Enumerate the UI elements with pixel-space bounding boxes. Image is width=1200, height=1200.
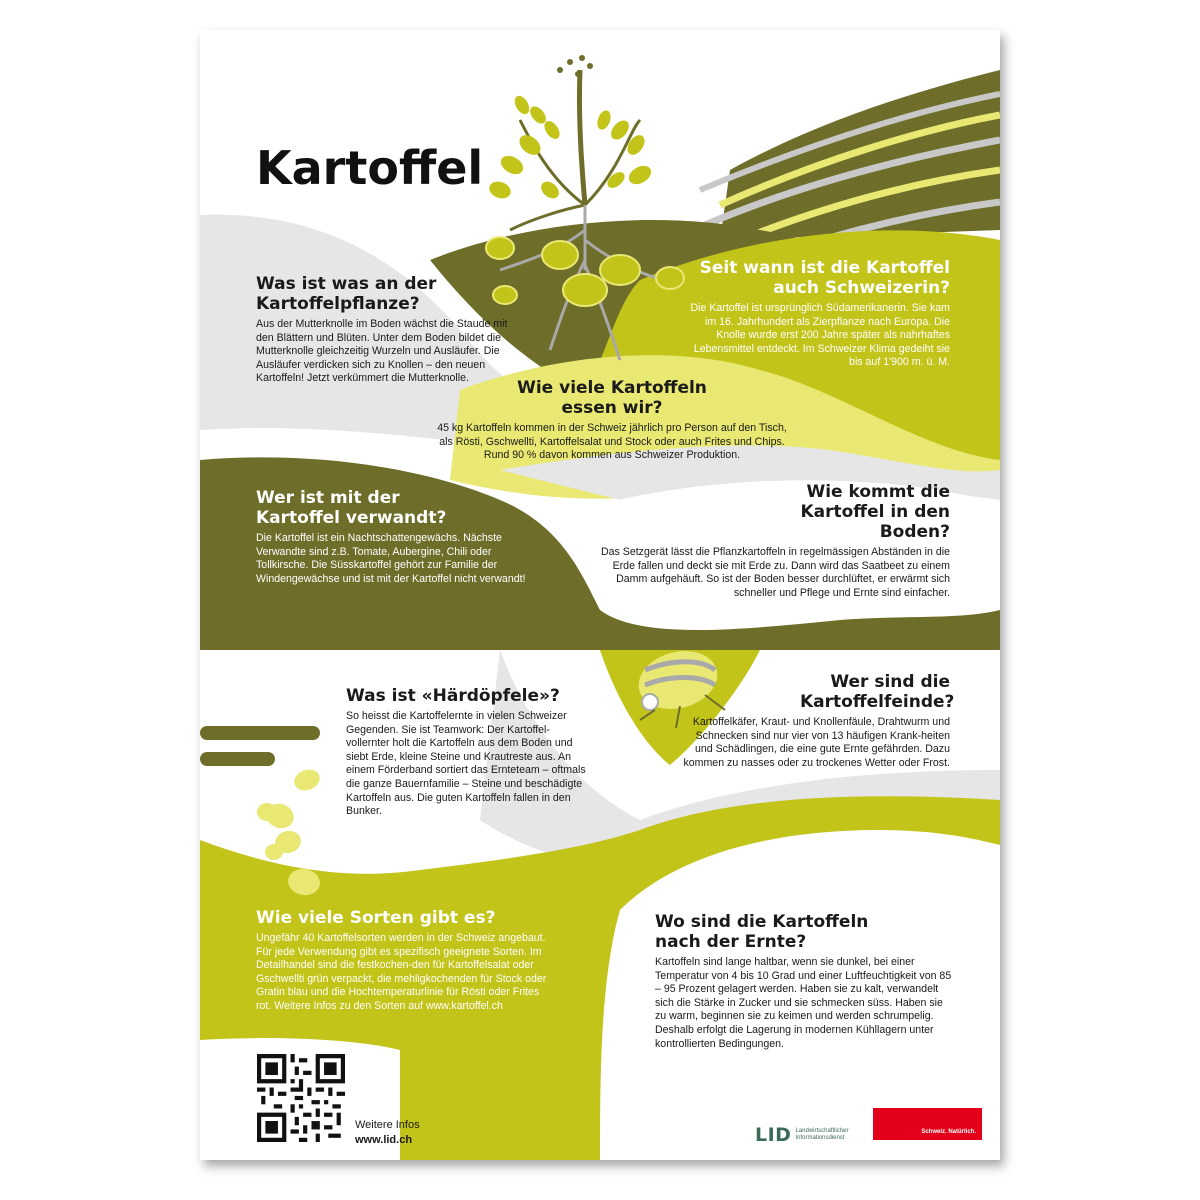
lid-logo-text: Landwirtschaftlicher Informationsdienst	[795, 1128, 849, 1141]
section-lagerung	[655, 912, 955, 1051]
section-feinde	[680, 672, 955, 770]
olive-bar-1	[200, 726, 320, 740]
section-schweizerin-heading: Seit wann ist die Kartoffel auch Schweizerin?	[699, 258, 950, 298]
section-feinde-heading: Wer sind die Kartoffelfeinde?	[800, 672, 955, 712]
section-essen	[432, 378, 792, 463]
section-haerdoepfele-body: So heisst die Kartoffelernte in vielen Schweizer Gegenden. Sie ist Teamwork: Der Kartoffel-vollernter holt die Kartoffeln aus dem Boden und siebt Erde, kleine Steine und Krautreste aus. An einem Förderband sortiert das Ernteteam – oftmals die ganze Bauernfamilie – Steine und beschädigte Kartoffeln aus. Die guten Kartoffeln fallen in den Bunker.	[346, 710, 586, 818]
section-boden	[595, 482, 950, 600]
lid-logo-mark: LID	[755, 1124, 792, 1146]
more-info-link[interactable]	[355, 1133, 420, 1148]
section-essen-body: 45 kg Kartoffeln kommen in der Schweiz jährlich pro Person auf den Tisch, als Rösti, Gschwellti, Kartoffelsalat und Stock oder auch Frites und Chips. Rund 90 % davon kommen aus Schweizer Produktion.	[437, 422, 787, 462]
schweiz-natuerlich-logo	[873, 1108, 982, 1140]
section-sorten-body: Ungefähr 40 Kartoffelsorten werden in der Schweiz angebaut. Für jede Verwendung gibt es spezifisch geeignete Sorten. Im Detailhandel sind die festkochen-den für Kartoffelsalat oder Gschwellti grün verpackt, die mehligkochenden für Stock oder Gratin blau und die Hochtemperaturlinie für Rösti oder Frites rot. Weitere Infos zu den Sorten auf www.kartoffel.ch	[256, 932, 547, 1012]
qr-code-icon[interactable]	[257, 1054, 345, 1142]
section-feinde-body: Kartoffelkäfer, Kraut- und Knollenfäule, Drahtwurm und Schnecken sind nur vier von 13 häufigen Krank-heiten und Schädlingen, die eine gute Ernte gefährden. Dazu kommen zu nasses oder zu trockenes Wetter oder Frost.	[683, 716, 950, 769]
section-lagerung-heading: Wo sind die Kartoffeln nach der Ernte?	[655, 912, 869, 952]
section-sorten	[256, 908, 556, 1014]
poster	[200, 30, 1000, 1160]
section-pflanze	[256, 274, 516, 386]
more-info-label: Weitere Infos	[355, 1119, 420, 1131]
more-info	[355, 1118, 420, 1148]
schweiz-natuerlich-label: Schweiz. Natürlich.	[921, 1129, 976, 1135]
section-sorten-heading: Wie viele Sorten gibt es?	[256, 908, 496, 928]
section-haerdoepfele	[346, 686, 591, 819]
more-info-url[interactable]: www.lid.ch	[355, 1134, 413, 1146]
section-boden-body: Das Setzgerät lässt die Pflanzkartoffeln in regelmässigen Abständen in die Erde fallen und deckt sie mit Erde zu. Dann wird das Saatbeet zu einem Damm aufgehäuft. So ist der Boden besser durchlüftet, er erwärmt sich schneller und Pflege und Ernte sind einfacher.	[600, 546, 950, 599]
section-haerdoepfele-heading: Was ist «Härdöpfele»?	[346, 686, 560, 706]
olive-bar-2	[200, 752, 275, 766]
lid-logo	[755, 1124, 875, 1146]
section-boden-heading: Wie kommt die Kartoffel in den Boden?	[800, 482, 950, 542]
section-essen-heading: Wie viele Kartoffeln essen wir?	[517, 378, 707, 418]
section-schweizerin-body: Die Kartoffel ist ursprünglich Südamerikanerin. Sie kam im 16. Jahrhundert als Zierpflanze nach Europa. Die Knolle wurde erst 200 Jahre später als nahrhaftes Lebensmittel entdeckt. Im Schweizer Klima gedeiht sie bis auf 1'900 m. ü. M.	[690, 302, 950, 369]
section-verwandt-heading: Wer ist mit der Kartoffel verwandt?	[256, 488, 447, 528]
section-pflanze-body: Aus der Mutterknolle im Boden wächst die Staude mit den Blättern und Blüten. Unter dem Boden bildet die Mutterknolle gleichzeitig Wurzeln und Ausläufer. Die Ausläufer verdicken sich zu Knollen – den neuen Kartoffeln! Jetzt verkümmert die Mutterknolle.	[256, 318, 508, 385]
section-verwandt-body: Die Kartoffel ist ein Nachtschattengewächs. Nächste Verwandte sind z.B. Tomate, Aubergine, Chili oder Tollkirsche. Die Süsskartoffel gehört zur Familie der Windengewächse und ist mit der Kartoffel nicht verwandt!	[256, 532, 526, 585]
section-lagerung-body: Kartoffeln sind lange haltbar, wenn sie dunkel, bei einer Temperatur von 4 bis 10 Grad und einer Luftfeuchtigkeit von 85 – 95 Prozent gelagert werden. Haben sie zu kalt, verwandelt sich die Stärke in Zucker und sie schmecken süss. Haben sie zu warm, beginnen sie zu keimen und werden schrumpelig. Deshalb erfolgt die Lagerung in modernen Kühllagern unter kontrollierten Bedingungen.	[655, 956, 952, 1050]
section-schweizerin	[690, 258, 950, 370]
section-verwandt	[256, 488, 546, 586]
page-title: Kartoffel	[256, 141, 484, 195]
section-pflanze-heading: Was ist was an der Kartoffelpflanze?	[256, 274, 437, 314]
